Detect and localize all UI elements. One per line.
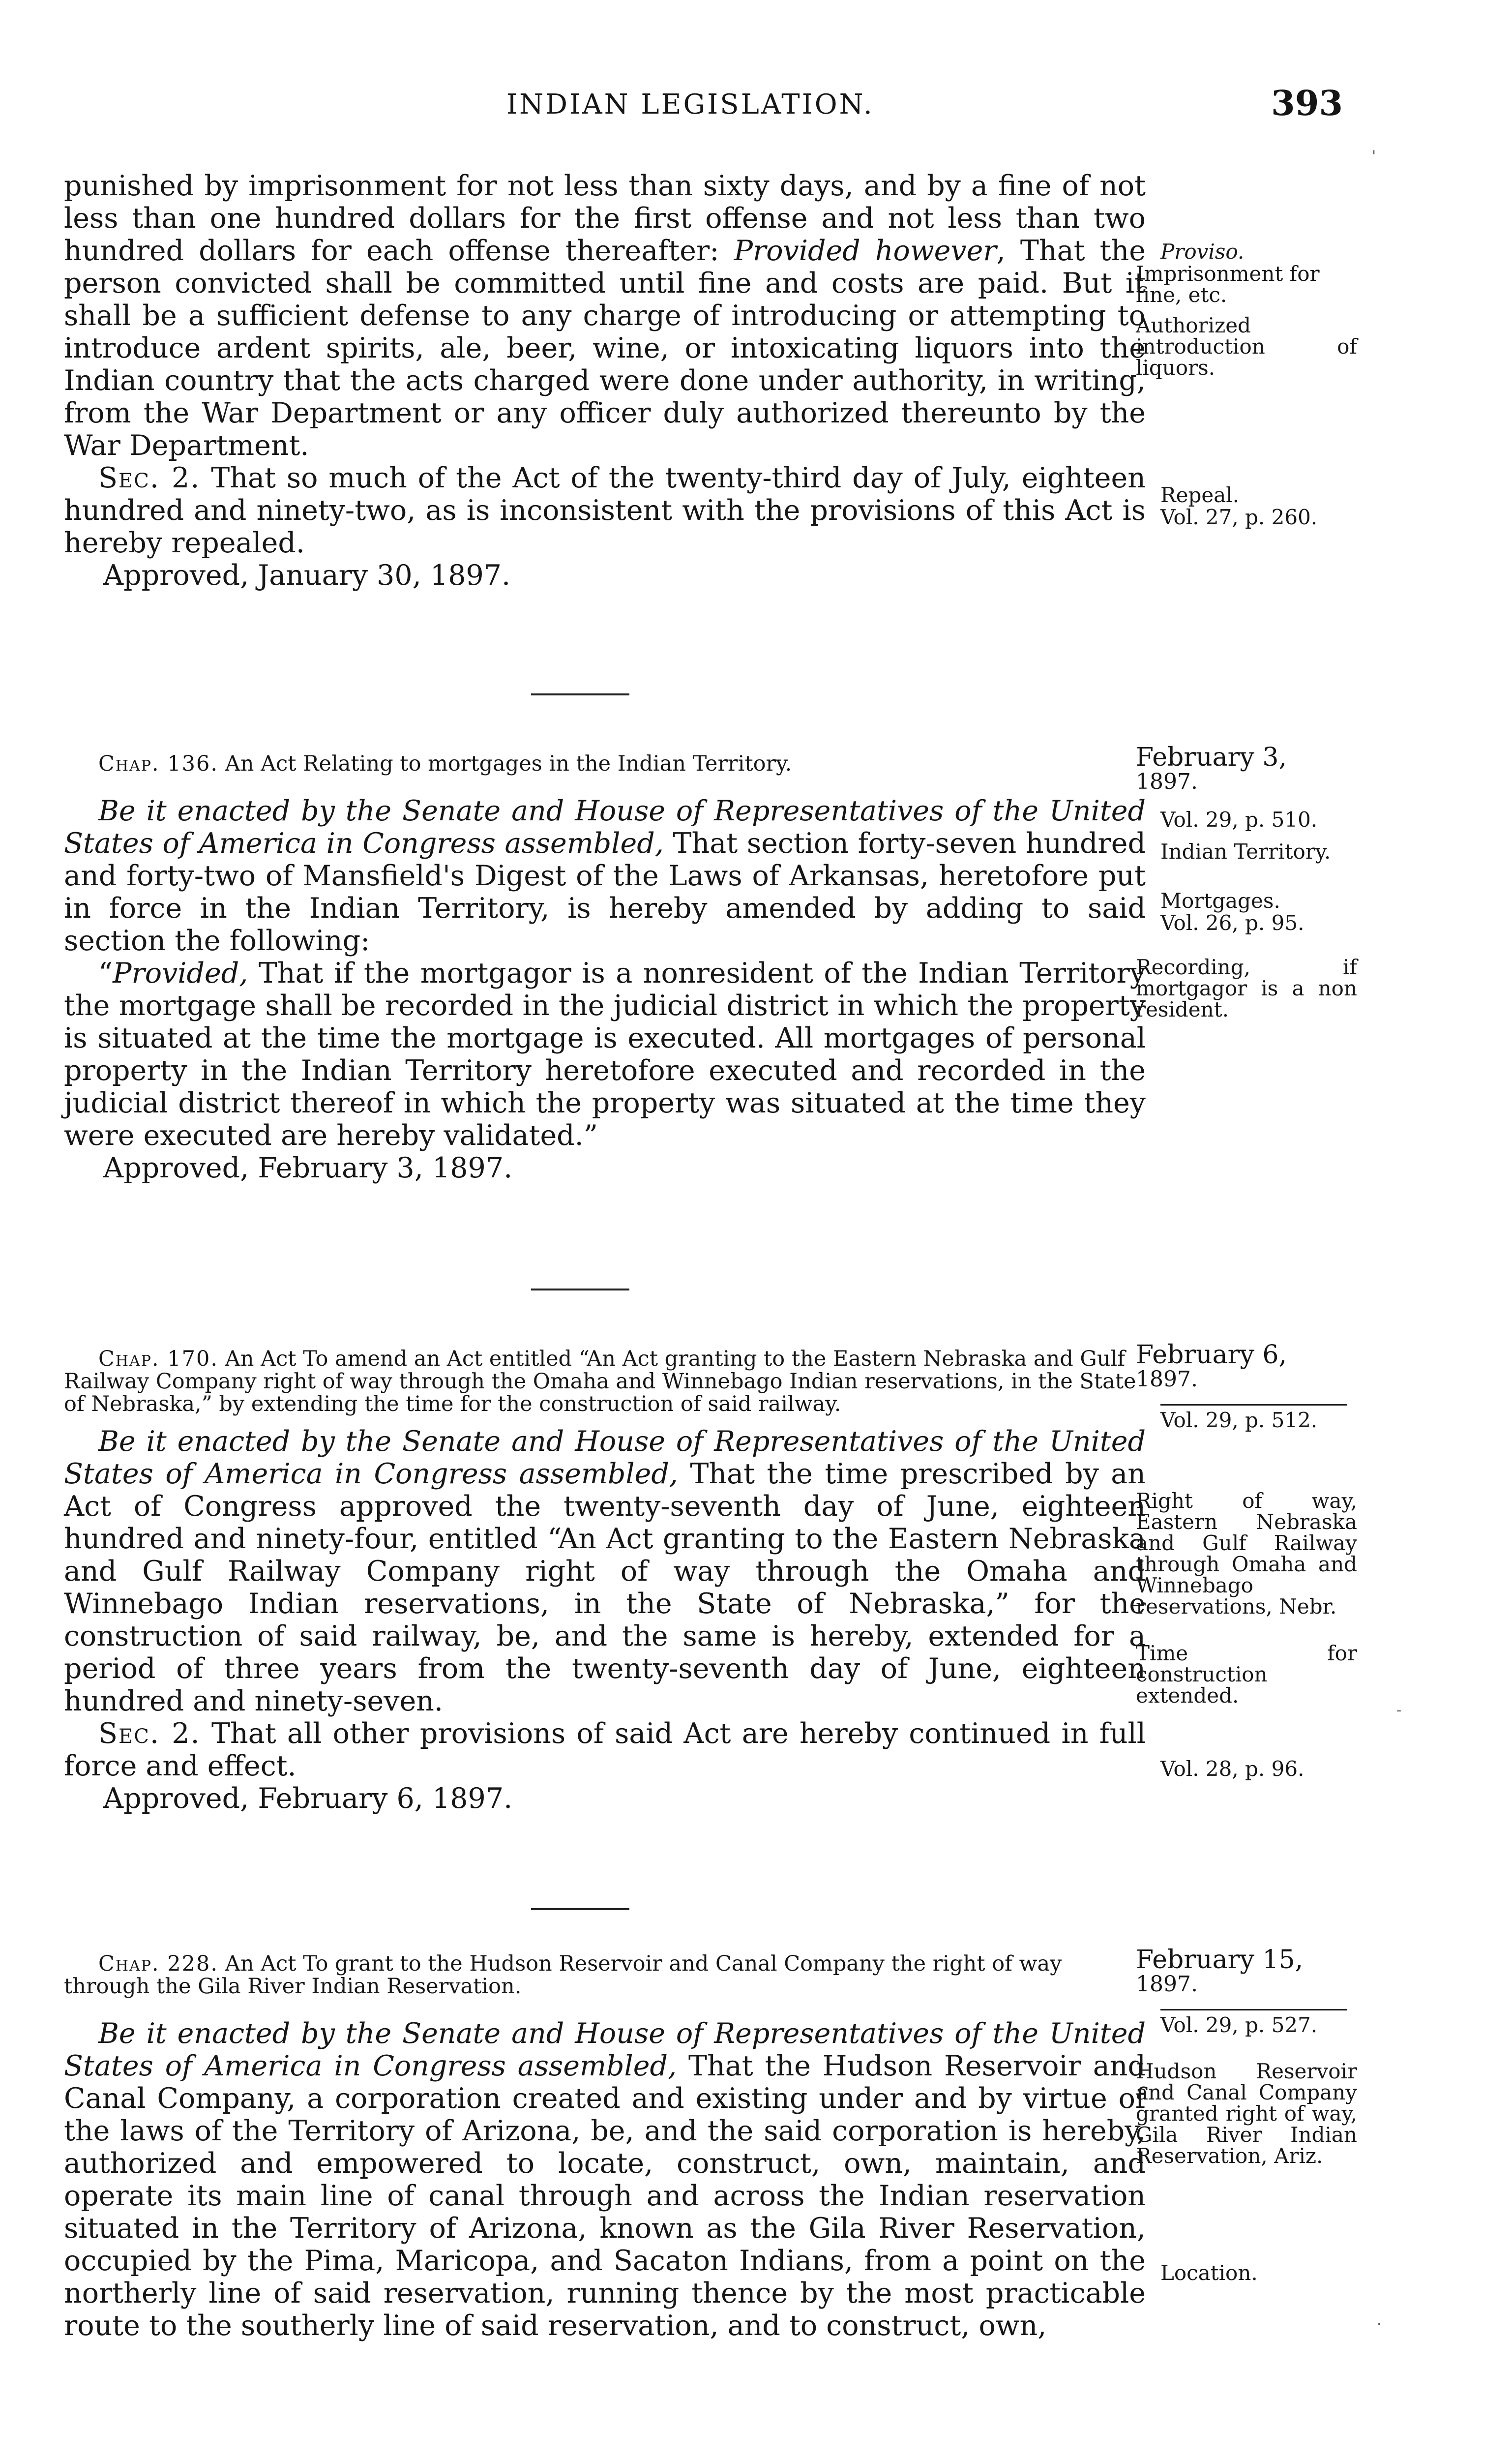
approval-date: Approved, February 3, 1897. [103,1152,513,1184]
margin-note-right-of-way: Right of way, Eastern Nebraska and Gulf Railway through Omaha and Winnebago reservations, Nebr. [1136,1489,1357,1619]
sec-label: Sec. 2. [98,462,201,494]
margin-note-location: Location. [1160,2261,1258,2285]
chapter-caption: Chap. 228. An Act To grant to the Hudson Reservoir and Canal Company the right of way through the Gila River Indian Reservation. [64,1951,1062,1999]
approval-date: Approved, January 30, 1897. [103,559,511,592]
margin-note-volume-reference: Vol. 29, p. 512. [1160,1404,1347,1431]
chapter-228 [64,1952,1146,2342]
continuation-section [64,170,1146,592]
section-divider [531,1289,629,1290]
margin-note-mortgages: Mortgages. [1160,889,1280,913]
chapter-caption: Chap. 136. An Act Relating to mortgages in the Indian Territory. [98,751,792,776]
section-2-repeal: Sec. 2. That so much of the Act of the twenty-third day of July, eighteen hundred and ninety-two, as is inconsistent with the provisions of this Act is hereby repealed. [64,462,1146,559]
margin-note-recording: Recording, if mortgagor is a non resident. [1136,955,1357,1021]
print-speck: - [1396,1702,1402,1719]
chapter-136 [64,752,1146,1184]
proviso-paragraph: “Provided, That if the mortgagor is a nonresident of the Indian Territory the mortgage shall be recorded in the judicial district in which the property is situated at the time the mortgage is executed. All mortgages of personal property in the Indian Territory heretofore executed and recorded in the judicial district thereof in which the property was situated at the time they were executed are hereby validated.” [64,957,1146,1152]
margin-note-volume-reference-2: Vol. 28, p. 96. [1160,1757,1304,1781]
provided-however: Provided however [734,235,997,267]
continuation-paragraph: punished by imprisonment for not less than sixty days, and by a fine of not less than one hundred dollars for the first offense and not less than two hundred dollars for each offense thereafter: Provided however, That the person convicted shall be committed until fine and costs are paid. But it shall be a sufficient defense to any charge of introducing or attempting to introduce ardent spirits, ale, beer, wine, or intoxicating liquors into the Indian country that the acts charged were done under authority, in writing, from the War Department or any officer duly authorized thereunto by the War Department. [64,170,1146,462]
chapter-date: February 15, 1897. [1136,1945,1304,1997]
margin-note-volume-reference: Vol. 29, p. 527. [1160,2009,1347,2036]
section-divider [531,693,629,695]
margin-note-time-extended: Time for construction extended. [1136,1641,1357,1708]
margin-note-volume-reference: Vol. 29, p. 510. [1160,808,1318,832]
enacting-paragraph: Be it enacted by the Senate and House of Representatives of the United States of America in Congress assembled, That section forty-seven hundred and forty-two of Mansfield's Digest of the Laws of Arkansas, heretofore put in force in the Indian Territory, is hereby amended by adding to said section the following: [64,795,1146,957]
enacting-paragraph: Be it enacted by the Senate and House of Representatives of the United States of America in Congress assembled, That the Hudson Reservoir and Canal Company, a corporation created and existing under and by virtue of the laws of the Territory of Arizona, be, and the said corporation is hereby, authorized and empowered to locate, construct, own, maintain, and operate its main line of canal through and across the Indian reservation situated in the Territory of Arizona, known as the Gila River Reservation, occupied by the Pima, Maricopa, and Sacaton Indians, from a point on the northerly line of said reservation, running thence by the most practicable route to the southerly line of said reservation, and to construct, own, [64,2017,1146,2342]
chapter-date: February 6, 1897. [1136,1340,1287,1392]
section-2-continued: Sec. 2. That all other provisions of said Act are hereby continued in full force and effect. [64,1717,1146,1782]
page-number: 393 [1271,83,1343,123]
chapter-date: February 3, 1897. [1136,743,1287,794]
chapter-170 [64,1348,1146,1815]
margin-note-imprisonment: Imprisonment for fine, etc. [1136,262,1320,307]
approval-date: Approved, February 6, 1897. [103,1782,513,1815]
print-speck: . [1377,2311,1382,2329]
section-divider [531,1908,629,1910]
margin-note-hudson-reservoir: Hudson Reservoir and Canal Company granted right of way, Gila River Indian Reservation, Ariz. [1136,2059,1357,2168]
running-head: INDIAN LEGISLATION. [506,89,874,120]
margin-note-indian-territory: Indian Territory. [1160,840,1331,864]
margin-note-volume-reference-2: Vol. 26, p. 95. [1160,911,1304,935]
margin-note-proviso: Proviso. [1160,240,1245,264]
print-speck: ' [1372,148,1376,165]
margin-note-authorized: Authorized introduction of liquors. [1136,313,1357,380]
margin-note-repeal: Repeal. [1160,483,1240,507]
enacting-paragraph: Be it enacted by the Senate and House of Representatives of the United States of America in Congress assembled, That the time prescribed by an Act of Congress approved the twenty-seventh day of June, eighteen hundred and ninety-four, entitled “An Act granting to the Eastern Nebraska and Gulf Railway Company right of way through the Omaha and Winnebago Indian reservations, in the State of Nebraska,” for the construction of said railway, be, and the same is hereby, extended for a period of three years from the twenty-seventh day of June, eighteen hundred and ninety-seven. [64,1425,1146,1717]
chapter-caption: Chap. 170. An Act To amend an Act entitled “An Act granting to the Eastern Nebraska and Gulf Railway Company right of way through the Omaha and Winnebago Indian reservations, in the State of Nebraska,” by extending the time for the construction of said railway. [64,1347,1136,1416]
margin-note-repeal-reference: Vol. 27, p. 260. [1160,505,1318,529]
